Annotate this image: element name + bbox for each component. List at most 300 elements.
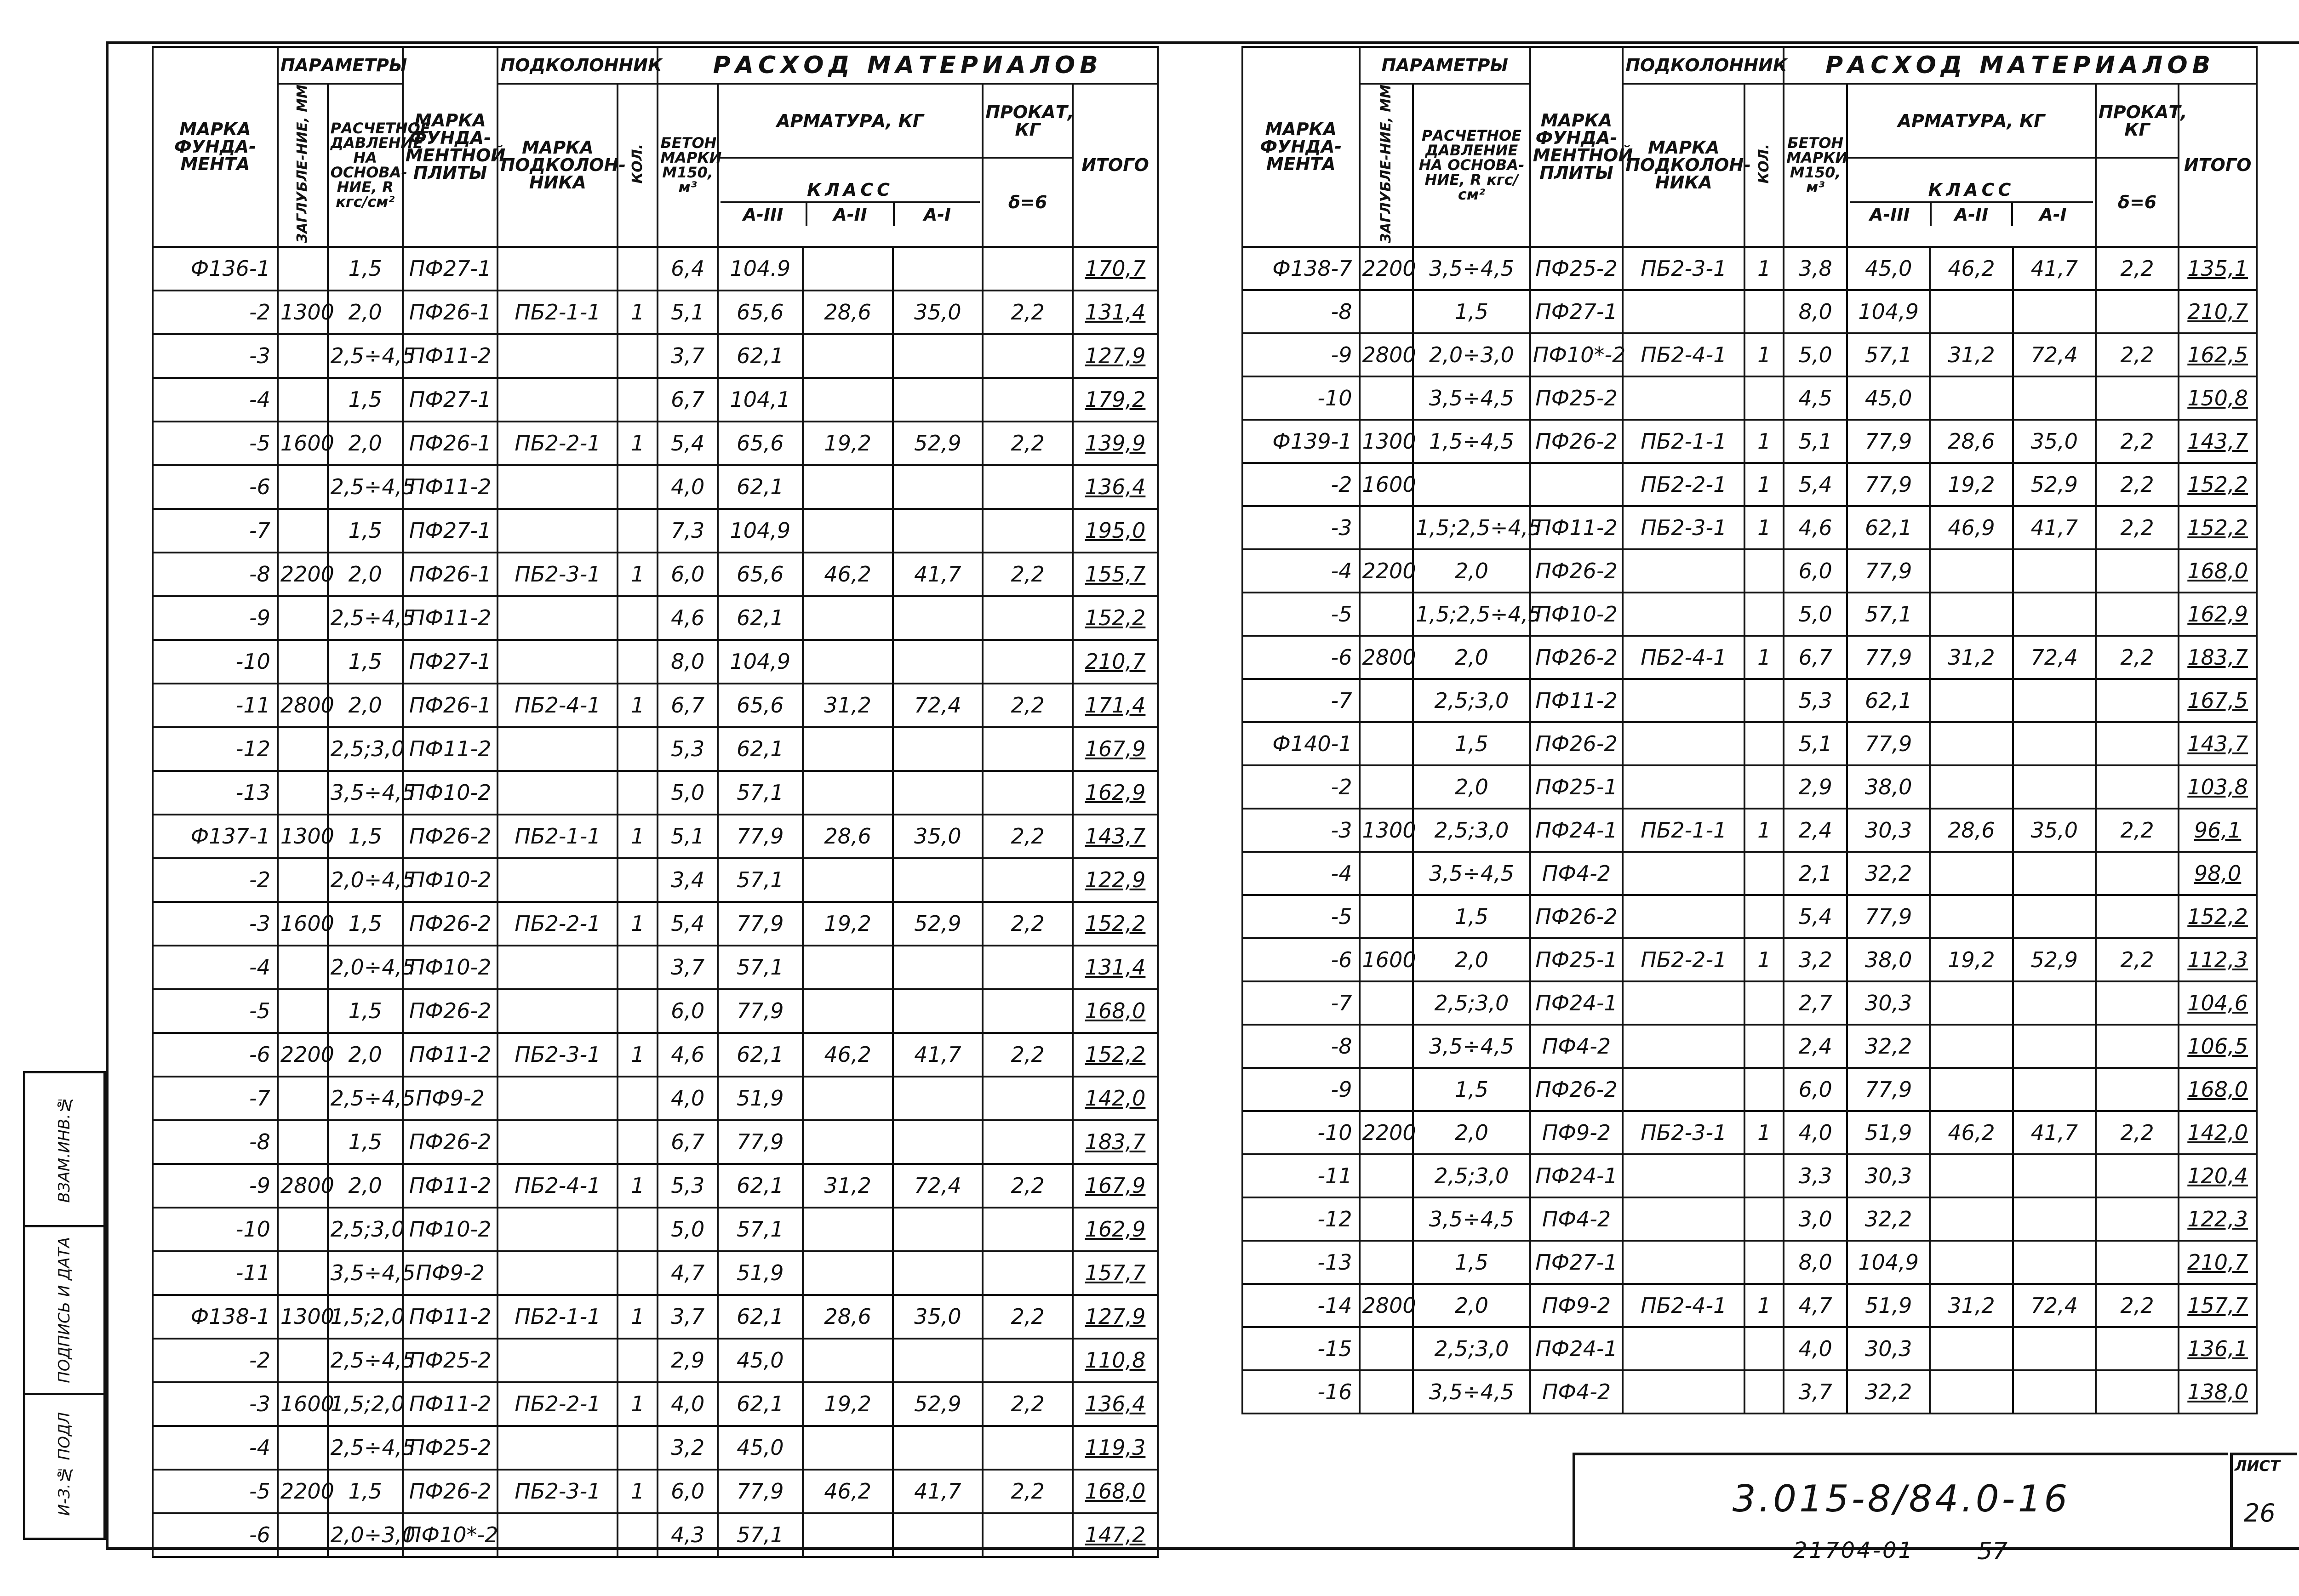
qty-cell	[618, 1339, 658, 1382]
depth-cell	[278, 1426, 328, 1470]
plate-cell: ПФ25-2	[1530, 376, 1623, 420]
concrete-cell: 3,7	[658, 1295, 718, 1339]
table-row	[1242, 852, 2257, 895]
pressure-cell: 3,5÷4,5	[328, 1251, 403, 1295]
qty-cell	[1744, 765, 1784, 809]
depth-cell	[278, 1251, 328, 1295]
sub-cell	[498, 247, 618, 291]
table-row	[1242, 1370, 2257, 1414]
a2-cell	[1930, 981, 2013, 1025]
a1-cell	[893, 247, 983, 291]
total-cell: 104,6	[2179, 981, 2257, 1025]
concrete-cell: 3,2	[658, 1426, 718, 1470]
mark-cell: -3	[153, 902, 278, 946]
total-cell: 142,0	[2179, 1111, 2257, 1154]
depth-cell	[1360, 1327, 1413, 1370]
a1-cell	[2013, 290, 2096, 333]
concrete-cell: 8,0	[1784, 290, 1847, 333]
mark-cell: -9	[153, 1164, 278, 1208]
a1-cell	[893, 858, 983, 902]
a3-cell: 104,1	[718, 378, 803, 422]
a3-cell: 51,9	[718, 1251, 803, 1295]
plate-cell: ПФ25-2	[403, 1426, 498, 1470]
qty-cell: 1	[618, 1382, 658, 1426]
depth-cell	[278, 378, 328, 422]
a1-cell	[2013, 895, 2096, 938]
concrete-cell: 4,5	[1784, 376, 1847, 420]
sub-cell: ПБ2-1-1	[498, 815, 618, 858]
depth-cell	[1360, 679, 1413, 722]
rolled-cell: 2,2	[983, 1033, 1073, 1077]
mark-cell: Ф138-1	[153, 1295, 278, 1339]
depth-cell	[278, 1513, 328, 1557]
table-row	[153, 858, 1158, 902]
mark-cell: -4	[1242, 549, 1360, 593]
qty-cell: 1	[618, 815, 658, 858]
a1-cell	[893, 334, 983, 378]
pressure-cell: 1,5	[328, 815, 403, 858]
col-consumption-header: РАСХОД МАТЕРИАЛОВ	[658, 47, 1158, 84]
a2-cell	[803, 247, 893, 291]
a3-cell: 30,3	[1847, 809, 1930, 852]
depth-cell: 1300	[278, 291, 328, 334]
a1-cell: 72,4	[893, 1164, 983, 1208]
col-sub-header: ПОДКОЛОННИК	[498, 47, 658, 84]
a1-cell	[2013, 1370, 2096, 1414]
mark-cell: -5	[153, 422, 278, 465]
plate-cell: ПФ26-2	[1530, 1068, 1623, 1111]
sub-cell: ПБ2-3-1	[1623, 247, 1744, 290]
a3-cell: 32,2	[1847, 1025, 1930, 1068]
col-mark-header: МАРКА ФУНДА-МЕНТА	[153, 47, 278, 247]
total-cell: 168,0	[1073, 1470, 1158, 1513]
plate-cell: ПФ9-2	[403, 1077, 498, 1120]
table-row	[153, 727, 1158, 771]
total-cell: 179,2	[1073, 378, 1158, 422]
plate-cell: ПФ26-2	[1530, 722, 1623, 765]
a3-cell: 57,1	[718, 771, 803, 815]
plate-cell: ПФ11-2	[403, 596, 498, 640]
pressure-cell: 2,0÷3,0	[328, 1513, 403, 1557]
rolled-cell: 2,2	[983, 684, 1073, 727]
pressure-cell: 2,5;3,0	[1413, 1154, 1530, 1197]
qty-cell	[618, 858, 658, 902]
a2-cell	[803, 596, 893, 640]
plate-cell: ПФ25-2	[403, 1339, 498, 1382]
plate-cell: ПФ26-2	[403, 902, 498, 946]
table-row	[153, 902, 1158, 946]
pressure-cell: 2,5;3,0	[1413, 809, 1530, 852]
col-pressure-header: РАСЧЕТНОЕ ДАВЛЕНИЕ НА ОСНОВА-НИЕ, R кгс/см²	[328, 84, 403, 247]
total-cell: 162,9	[2179, 593, 2257, 636]
col-concrete-header: БЕТОН МАРКИ М150, м³	[1784, 84, 1847, 247]
qty-cell	[1744, 981, 1784, 1025]
qty-cell	[1744, 1197, 1784, 1241]
rolled-cell: 2,2	[983, 291, 1073, 334]
rolled-cell: 2,2	[2096, 463, 2179, 506]
rolled-cell: 2,2	[983, 902, 1073, 946]
sub-cell	[498, 1120, 618, 1164]
a3-cell: 62,1	[718, 596, 803, 640]
concrete-cell: 4,3	[658, 1513, 718, 1557]
rolled-cell	[983, 1513, 1073, 1557]
qty-cell	[1744, 1154, 1784, 1197]
col-depth-header: ЗАГЛУБЛЕ-НИЕ, ММ	[278, 84, 328, 247]
table-row	[1242, 1197, 2257, 1241]
col-rebar-header: АРМАТУРА, КГ	[1847, 84, 2096, 158]
total-cell: 119,3	[1073, 1426, 1158, 1470]
a1-cell: 35,0	[2013, 420, 2096, 463]
total-cell: 131,4	[1073, 291, 1158, 334]
a1-cell: 41,7	[893, 1033, 983, 1077]
concrete-cell: 2,7	[1784, 981, 1847, 1025]
a1-cell	[2013, 1154, 2096, 1197]
concrete-cell: 4,6	[1784, 506, 1847, 549]
a1-cell	[2013, 376, 2096, 420]
col-params-header: ПАРАМЕТРЫ	[1360, 47, 1530, 84]
rolled-cell	[983, 1339, 1073, 1382]
rolled-cell	[983, 596, 1073, 640]
a2-cell	[803, 1077, 893, 1120]
mark-cell: -11	[153, 684, 278, 727]
qty-cell	[1744, 549, 1784, 593]
plate-cell: ПФ10-2	[403, 1208, 498, 1251]
qty-cell	[1744, 722, 1784, 765]
depth-cell	[1360, 290, 1413, 333]
total-cell: 143,7	[2179, 722, 2257, 765]
depth-cell	[1360, 1068, 1413, 1111]
rolled-cell	[2096, 1327, 2179, 1370]
rolled-cell	[2096, 549, 2179, 593]
concrete-cell: 8,0	[1784, 1241, 1847, 1284]
plate-cell: ПФ26-1	[403, 684, 498, 727]
depth-cell: 1600	[1360, 463, 1413, 506]
table-row	[1242, 549, 2257, 593]
col-total-header: ИТОГО	[1073, 84, 1158, 247]
col-a1-header: А-I	[923, 204, 951, 225]
concrete-cell: 5,1	[1784, 722, 1847, 765]
depth-cell: 1300	[278, 815, 328, 858]
plate-cell: ПФ11-2	[403, 1033, 498, 1077]
a3-cell: 104,9	[718, 640, 803, 684]
table-row	[1242, 636, 2257, 679]
table-row	[153, 1513, 1158, 1557]
table-row	[153, 1120, 1158, 1164]
qty-cell	[618, 1077, 658, 1120]
col-rolled-sub-header: δ=6	[983, 158, 1073, 246]
concrete-cell: 5,0	[658, 1208, 718, 1251]
a2-cell	[803, 1208, 893, 1251]
mark-cell: -4	[153, 946, 278, 989]
sub-cell	[498, 1339, 618, 1382]
a2-cell	[1930, 852, 2013, 895]
sub-cell	[498, 1513, 618, 1557]
mark-cell: -10	[153, 640, 278, 684]
mark-cell: -6	[153, 465, 278, 509]
depth-cell	[1360, 1025, 1413, 1068]
plate-cell: ПФ10-2	[403, 858, 498, 902]
a3-cell: 38,0	[1847, 765, 1930, 809]
a3-cell: 57,1	[1847, 593, 1930, 636]
pressure-cell: 2,0	[1413, 549, 1530, 593]
total-cell: 210,7	[1073, 640, 1158, 684]
mark-cell: -5	[1242, 895, 1360, 938]
pressure-cell: 2,5;3,0	[1413, 679, 1530, 722]
class-label: КЛАСС	[721, 178, 980, 203]
a1-cell	[2013, 1025, 2096, 1068]
qty-cell	[1744, 290, 1784, 333]
sub-cell	[1623, 376, 1744, 420]
concrete-cell: 4,6	[658, 596, 718, 640]
a3-cell: 45,0	[1847, 247, 1930, 290]
plate-cell: ПФ11-2	[403, 334, 498, 378]
total-cell: 138,0	[2179, 1370, 2257, 1414]
col-a2-header: А-II	[807, 203, 894, 226]
qty-cell	[618, 727, 658, 771]
a3-cell: 65,6	[718, 684, 803, 727]
mark-cell: Ф138-7	[1242, 247, 1360, 290]
plate-cell: ПФ27-1	[1530, 1241, 1623, 1284]
mark-cell: -10	[153, 1208, 278, 1251]
sub-cell	[1623, 1327, 1744, 1370]
depth-cell: 1600	[278, 902, 328, 946]
rolled-cell: 2,2	[983, 1470, 1073, 1513]
qty-cell: 1	[1744, 1284, 1784, 1327]
sub-cell: ПБ2-3-1	[498, 1470, 618, 1513]
table-row	[153, 378, 1158, 422]
a1-cell	[893, 1426, 983, 1470]
concrete-cell: 5,1	[1784, 420, 1847, 463]
a2-cell: 28,6	[1930, 420, 2013, 463]
table-row	[1242, 895, 2257, 938]
left-materials-table	[152, 46, 1159, 1558]
sub-cell	[1623, 549, 1744, 593]
concrete-cell: 5,3	[658, 1164, 718, 1208]
rolled-cell	[2096, 376, 2179, 420]
pressure-cell: 2,0	[328, 553, 403, 596]
rolled-cell: 2,2	[983, 553, 1073, 596]
total-cell: 103,8	[2179, 765, 2257, 809]
qty-cell	[618, 334, 658, 378]
pressure-cell: 1,5	[328, 902, 403, 946]
a2-cell	[1930, 1197, 2013, 1241]
a1-cell	[893, 640, 983, 684]
document-code: 3.015-8/84.0-16	[1732, 1477, 2070, 1520]
mark-cell: -12	[1242, 1197, 1360, 1241]
total-cell: 167,5	[2179, 679, 2257, 722]
concrete-cell: 5,4	[658, 902, 718, 946]
depth-cell	[278, 640, 328, 684]
total-cell: 142,0	[1073, 1077, 1158, 1120]
a3-cell: 77,9	[718, 902, 803, 946]
pressure-cell: 2,5÷4,5	[328, 334, 403, 378]
qty-cell	[618, 1208, 658, 1251]
plate-cell: ПФ27-1	[1530, 290, 1623, 333]
rolled-cell	[983, 1120, 1073, 1164]
pressure-cell: 2,0	[1413, 1111, 1530, 1154]
total-cell: 120,4	[2179, 1154, 2257, 1197]
depth-cell: 1300	[1360, 809, 1413, 852]
depth-cell: 2800	[1360, 1284, 1413, 1327]
a2-cell	[803, 989, 893, 1033]
a2-cell: 28,6	[803, 1295, 893, 1339]
plate-cell: ПФ26-1	[403, 422, 498, 465]
depth-cell	[1360, 1197, 1413, 1241]
col-class-header	[718, 158, 983, 246]
plate-cell: ПФ27-1	[403, 247, 498, 291]
qty-cell	[618, 989, 658, 1033]
sub-cell: ПБ2-2-1	[498, 902, 618, 946]
depth-cell: 2800	[278, 1164, 328, 1208]
pressure-cell: 2,0	[1413, 765, 1530, 809]
table-row	[153, 509, 1158, 553]
sub-cell: ПБ2-1-1	[1623, 809, 1744, 852]
a3-cell: 62,1	[1847, 506, 1930, 549]
depth-cell	[1360, 981, 1413, 1025]
rolled-cell	[983, 858, 1073, 902]
table-row	[153, 989, 1158, 1033]
table-row	[1242, 1241, 2257, 1284]
concrete-cell: 6,7	[658, 378, 718, 422]
table-row	[1242, 1154, 2257, 1197]
a1-cell	[2013, 1241, 2096, 1284]
mark-cell: -9	[1242, 1068, 1360, 1111]
total-cell: 152,2	[2179, 506, 2257, 549]
mark-cell: -2	[1242, 765, 1360, 809]
col-a3-header: А-III	[1850, 203, 1932, 226]
a3-cell: 32,2	[1847, 1370, 1930, 1414]
plate-cell: ПФ4-2	[1530, 852, 1623, 895]
concrete-cell: 6,0	[658, 553, 718, 596]
concrete-cell: 3,0	[1784, 1197, 1847, 1241]
rolled-cell	[983, 640, 1073, 684]
pressure-cell: 2,0	[1413, 938, 1530, 981]
pressure-cell: 1,5	[1413, 1068, 1530, 1111]
a3-cell: 51,9	[1847, 1111, 1930, 1154]
a3-cell: 77,9	[718, 989, 803, 1033]
mark-cell: -9	[153, 596, 278, 640]
a1-cell	[2013, 1197, 2096, 1241]
table-row	[1242, 1111, 2257, 1154]
qty-cell	[618, 509, 658, 553]
qty-cell	[618, 946, 658, 989]
a1-cell	[2013, 1068, 2096, 1111]
a3-cell: 30,3	[1847, 981, 1930, 1025]
a2-cell: 28,6	[1930, 809, 2013, 852]
a3-cell: 77,9	[1847, 549, 1930, 593]
depth-cell: 2200	[1360, 549, 1413, 593]
sub-cell	[1623, 895, 1744, 938]
total-cell: 210,7	[2179, 290, 2257, 333]
total-cell: 131,4	[1073, 946, 1158, 989]
a3-cell: 62,1	[718, 727, 803, 771]
sub-cell	[498, 727, 618, 771]
table-row	[153, 684, 1158, 727]
pressure-cell: 2,0÷3,0	[1413, 333, 1530, 376]
total-cell: 157,7	[1073, 1251, 1158, 1295]
pressure-cell: 3,5÷4,5	[328, 771, 403, 815]
mark-cell: -6	[153, 1033, 278, 1077]
a2-cell	[1930, 593, 2013, 636]
a3-cell: 62,1	[718, 1033, 803, 1077]
a1-cell	[893, 1513, 983, 1557]
a2-cell	[803, 1251, 893, 1295]
a3-cell: 57,1	[718, 1513, 803, 1557]
sub-cell: ПБ2-3-1	[498, 1033, 618, 1077]
a3-cell: 62,1	[718, 334, 803, 378]
a2-cell: 46,2	[803, 1470, 893, 1513]
qty-cell: 1	[1744, 1111, 1784, 1154]
a3-cell: 77,9	[1847, 722, 1930, 765]
rolled-cell	[2096, 593, 2179, 636]
a2-cell: 31,2	[1930, 636, 2013, 679]
mark-cell: -6	[1242, 938, 1360, 981]
qty-cell	[618, 1120, 658, 1164]
concrete-cell: 6,0	[658, 1470, 718, 1513]
qty-cell	[1744, 1370, 1784, 1414]
col-depth-header: ЗАГЛУБЛЕ-НИЕ, ММ	[1360, 84, 1413, 247]
concrete-cell: 2,1	[1784, 852, 1847, 895]
table-row	[1242, 420, 2257, 463]
rolled-cell	[2096, 1068, 2179, 1111]
a2-cell: 19,2	[803, 422, 893, 465]
side-stamp	[23, 1071, 106, 1540]
rolled-cell	[2096, 765, 2179, 809]
depth-cell: 1600	[278, 1382, 328, 1426]
sub-cell	[498, 378, 618, 422]
table-row	[153, 247, 1158, 291]
mark-cell: -2	[153, 1339, 278, 1382]
depth-cell	[278, 465, 328, 509]
a2-cell: 46,2	[803, 1033, 893, 1077]
rolled-cell	[983, 378, 1073, 422]
sub-cell	[1623, 679, 1744, 722]
concrete-cell: 4,7	[1784, 1284, 1847, 1327]
pressure-cell: 1,5	[328, 640, 403, 684]
concrete-cell: 3,4	[658, 858, 718, 902]
a2-cell	[803, 1426, 893, 1470]
total-cell: 143,7	[2179, 420, 2257, 463]
mark-cell: -15	[1242, 1327, 1360, 1370]
concrete-cell: 6,7	[658, 684, 718, 727]
sub-cell: ПБ2-1-1	[498, 1295, 618, 1339]
a3-cell: 104,9	[1847, 290, 1930, 333]
a2-cell: 46,2	[1930, 1111, 2013, 1154]
rolled-cell: 2,2	[2096, 938, 2179, 981]
depth-cell	[278, 1339, 328, 1382]
a3-cell: 62,1	[718, 465, 803, 509]
class-label: КЛАСС	[1850, 178, 2093, 203]
col-rolled-header: ПРОКАТ, КГ	[983, 84, 1073, 158]
a3-cell: 45,0	[1847, 376, 1930, 420]
pressure-cell: 1,5;2,0	[328, 1295, 403, 1339]
stamp-inv-label: ВЗАМ.ИНВ.№	[55, 1095, 74, 1203]
a1-cell	[893, 946, 983, 989]
mark-cell: -8	[1242, 290, 1360, 333]
pressure-cell	[1413, 463, 1530, 506]
a2-cell	[803, 771, 893, 815]
qty-cell: 1	[1744, 938, 1784, 981]
depth-cell	[278, 1208, 328, 1251]
qty-cell: 1	[618, 291, 658, 334]
pressure-cell: 1,5	[1413, 290, 1530, 333]
concrete-cell: 4,0	[658, 465, 718, 509]
table-row	[1242, 1284, 2257, 1327]
total-cell: 195,0	[1073, 509, 1158, 553]
mark-cell: -3	[1242, 506, 1360, 549]
total-cell: 136,4	[1073, 1382, 1158, 1426]
sub-cell: ПБ2-2-1	[498, 1382, 618, 1426]
